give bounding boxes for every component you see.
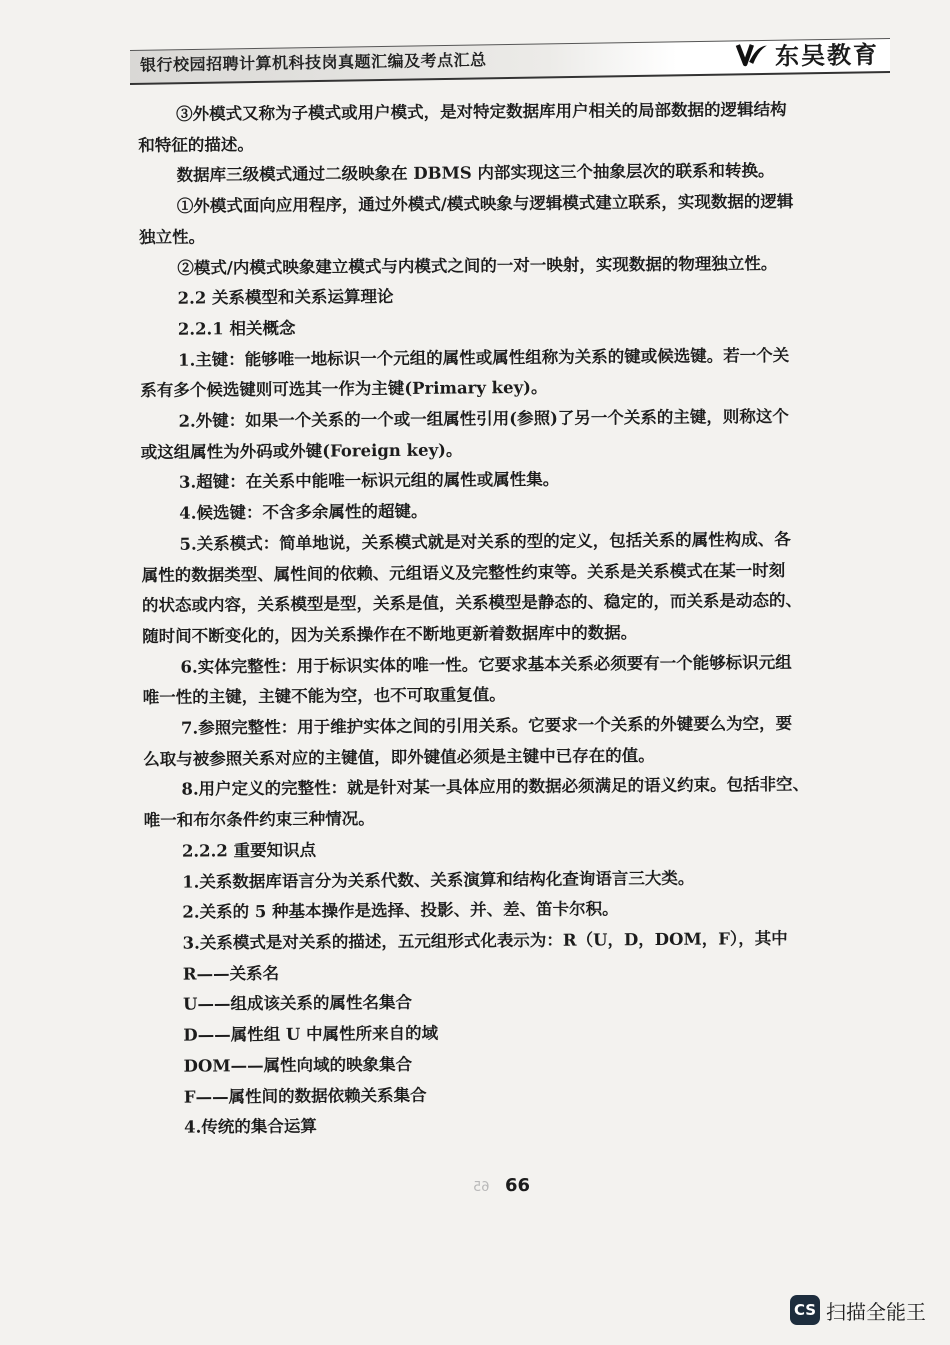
text-line: D——属性组 U 中属性所来自的域	[183, 1023, 439, 1045]
text-line: F——属性间的数据依赖关系集合	[183, 1085, 427, 1107]
text-line: 么取与被参照关系对应的主键值，即外键值必须是主键中已存在的值。	[143, 745, 655, 769]
text-line: 4.传统的集合运算	[183, 1116, 317, 1137]
text-line: 2.2 关系模型和关系运算理论	[177, 287, 394, 308]
text-line: 的状态或内容，关系模型是型，关系是值，关系模型是静态的、稳定的，而关系是动态的、	[141, 591, 803, 616]
text-line: ②模式/内模式映象建立模式与内模式之间的一对一映射，实现数据的物理独立性。	[177, 253, 778, 278]
text-line: 数据库三级模式通过二级映象在 DBMS 内部实现这三个抽象层次的联系和转换。	[176, 161, 775, 186]
text-line: 4.候选键：不含多余属性的超键。	[179, 501, 428, 523]
watermark-app-name: 扫描全能王	[826, 1299, 926, 1324]
brand-logo-icon	[735, 41, 769, 68]
text-line: 2.2.1 相关概念	[177, 318, 296, 339]
bleed-through-page-number: 65	[473, 1180, 490, 1195]
text-line: 2.外键：如果一个关系的一个或一组属性引用(参照)了另一个关系的主键，则称这个	[178, 406, 789, 431]
text-line: 随时间不断变化的，因为关系操作在不断地更新着数据库中的数据。	[142, 623, 638, 646]
text-line: 唯一和布尔条件约束三种情况。	[143, 809, 375, 831]
brand-name: 东吴教育	[774, 40, 880, 71]
camscanner-logo-icon: CS	[790, 1295, 820, 1325]
text-line: R——关系名	[182, 963, 280, 984]
text-line: 5.关系模式：简单地说，关系模式就是对关系的型的定义，包括关系的属性构成、各	[179, 529, 791, 554]
text-line: U——组成该关系的属性名集合	[183, 993, 413, 1015]
text-line: 2.关系的 5 种基本操作是选择、投影、并、差、笛卡尔积。	[182, 899, 619, 922]
text-line: 6.实体完整性：用于标识实体的唯一性。它要求基本关系必须要有一个能够标识元组	[180, 652, 792, 677]
text-line: ③外模式又称为子模式或用户模式，是对特定数据库用户相关的局部数据的逻辑结构	[176, 99, 787, 124]
header-title: 银行校园招聘计算机科技岗真题汇编及考点汇总	[139, 50, 487, 75]
text-line: 2.2.2 重要知识点	[181, 840, 317, 861]
text-line: ①外模式面向应用程序，通过外模式/模式映象与逻辑模式建立联系，实现数据的逻辑	[176, 191, 794, 216]
text-line: 或这组属性为外码或外键(Foreign key)。	[140, 440, 463, 462]
page-number: 66	[505, 1175, 531, 1196]
text-line: 7.参照完整性：用于维护实体之间的引用关系。它要求一个关系的外键要么为空，要	[180, 713, 793, 738]
text-line: DOM——属性向域的映象集合	[183, 1054, 413, 1076]
text-line: 1.主键：能够唯一地标识一个元组的属性或属性组称为关系的键或候选键。若一个关	[177, 345, 790, 370]
scanner-watermark	[790, 1295, 926, 1325]
text-line: 唯一性的主键，主键不能为空，也不可取重复值。	[142, 685, 506, 708]
text-line: 和特征的描述。	[138, 134, 254, 155]
text-line: 属性的数据类型、属性间的依赖、元组语义及完整性约束等。关系是关系模式在某一时刻	[141, 560, 786, 585]
text-line: 独立性。	[139, 227, 206, 247]
text-line: 8.用户定义的完整性：就是针对某一具体应用的数据必须满足的语义约束。包括非空、	[181, 775, 810, 800]
text-line: 系有多个候选键则可选其一作为主键(Primary key)。	[140, 378, 548, 401]
page-body-text	[138, 94, 886, 1144]
text-line: 3.关系模式是对关系的描述，五元组形式化表示为：R（U，D，DOM，F），其中	[182, 928, 788, 953]
text-line: 3.超键：在关系中能唯一标识元组的属性或属性集。	[178, 470, 560, 493]
brand	[735, 35, 880, 72]
text-line: 1.关系数据库语言分为关系代数、关系演算和结构化查询语言三大类。	[182, 868, 695, 892]
